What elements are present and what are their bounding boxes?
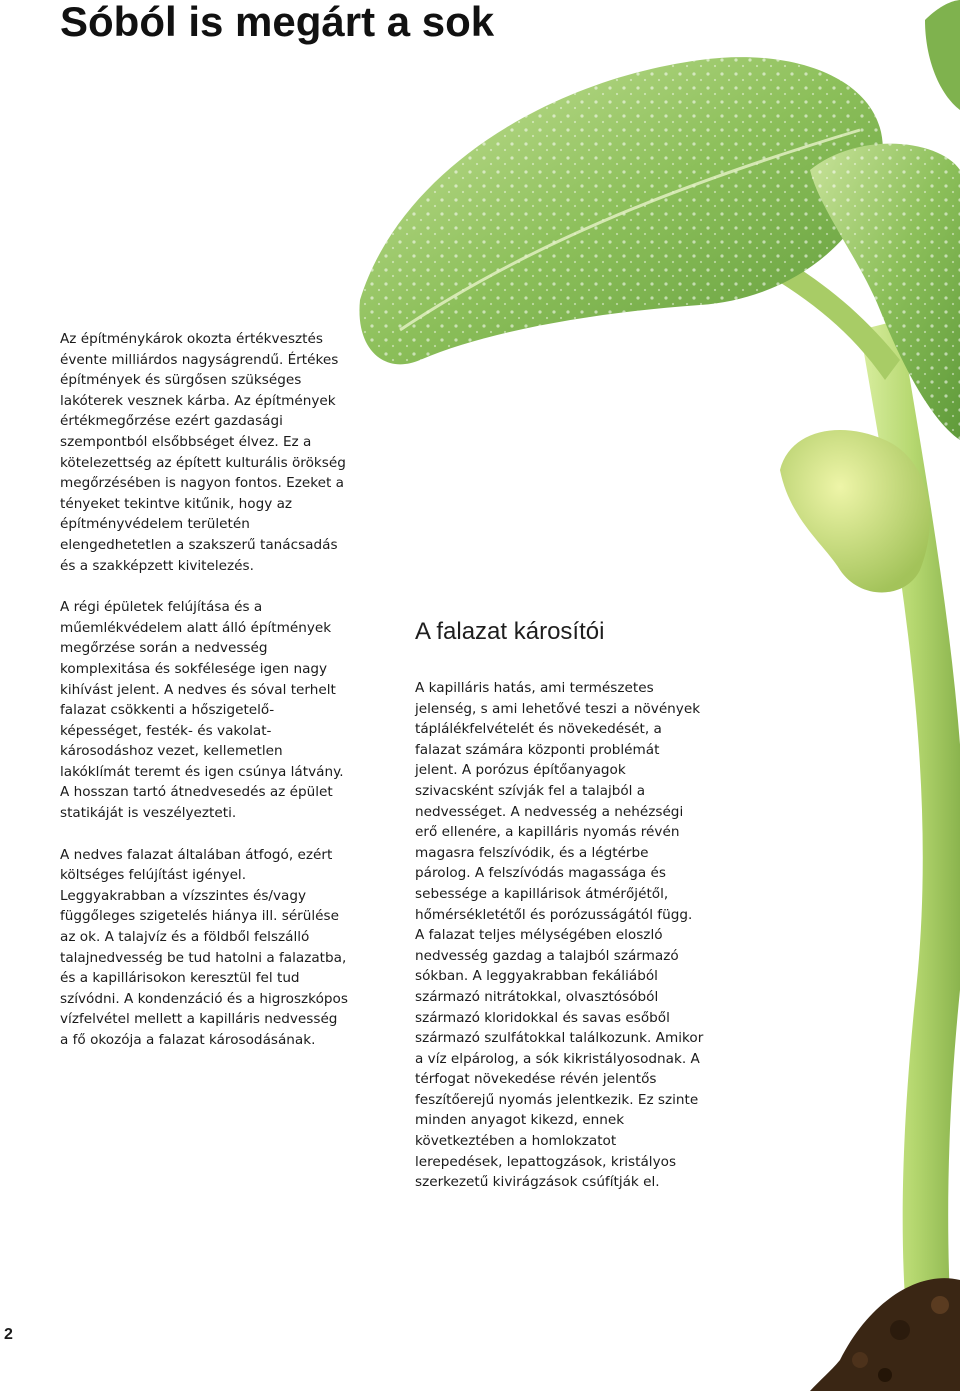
page-title: Sóból is megárt a sok xyxy=(60,0,495,45)
intro-column xyxy=(60,329,350,1072)
wall-damage-column xyxy=(415,618,705,1193)
renovation-paragraph: A régi épületek felújítása és a műemlékvédelem alatt álló építmények megőrzése során a nedvesség komplexitása és sokfélesége igen nagy kihívást jelent. A nedves és sóval terhelt falazat csökkenti a hőszigetelő-képességet, festék- és vakolat-károsodáshoz vezet, kellemetlen lakóklímát teremt és igen csúnya látvány. A hosszan tartó átnedvesedés az épület statikáját is veszélyezteti. xyxy=(60,599,344,822)
capillary-paragraph: A kapilláris hatás, ami természetes jelenség, s ami lehetővé teszi a növények táplálékfelvételét és növekedését, a falazat számára központi problémát jelent. A porózus építőanyagok szivacsként szívják fel a talajból a nedvességet. A nedvesség a nehézségi erő ellenére, a kapilláris nyomás révén magasra felszívódik, és a légtérbe párolog. A felszívódás magassága és sebessége a kapillárisok átmérőjétől, hőmérsékletétől és porózusságától függ. A falazat teljes mélységében eloszló nedvesség gazdag a talajból származó sókban. A leggyakrabban fekáliából származó nitrátokkal, olvasztósóból származó kloridokkal és savas esőből származó szulfátokkal találkozunk. Amikor a víz elpárolog, a sók kikristályosodnak. A térfogat növekedése révén jelentős feszítőerejű nyomás jelentkezik. Ez szinte minden anyagot kikezd, ennek következtében a homlokzatot lerepedések, lepattogzások, kristályos szerkezetű kivirágzások csúfítják el. xyxy=(415,680,704,1191)
damp-wall-paragraph: A nedves falazat általában átfogó, ezért költséges felújítást igényel. Leggyakrabban a vízszintes és/vagy függőleges szigetelés hiánya ill. sérülése az ok. A talajvíz és a földből felszálló talajnedvesség be tud hatolni a falazatba, és a kapillárisokon keresztül fel tud szívódni. A kondenzáció és a higroszkópos vízfelvétel mellett a kapilláris nedvesség a fő okozója a falazat károsodásának. xyxy=(60,846,348,1048)
page-number: 2 xyxy=(4,1326,13,1343)
section-heading: A falazat károsítói xyxy=(415,618,605,645)
intro-paragraph: Az építménykárok okozta értékvesztés évente milliárdos nagyságrendű. Értékes építmények és sürgősen szükséges lakóterek vesznek kárba. Az építmények értékmegőrzése ezért gazdasági szempontból elsőbbséget élvez. Ez a kötelezettség az épített kulturális örökség megőrzésében is nagyon fontos. Ezeket a tényeket tekintve kitűnik, hogy az építményvédelem területén elengedhetetlen a szakszerű tanácsadás és a szakképzett kivitelezés. xyxy=(60,331,346,574)
